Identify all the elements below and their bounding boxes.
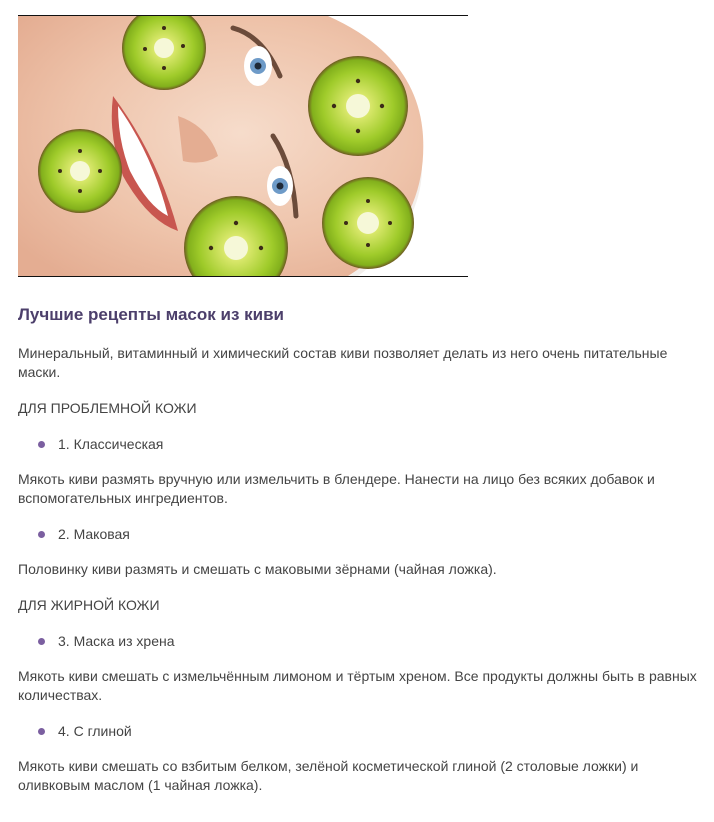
recipe-list	[18, 525, 702, 543]
section-problem-skin	[18, 399, 702, 579]
recipe-text: Половинку киви размять и смешать с маковыми зёрнами (чайная ложка).	[18, 561, 497, 577]
recipe-text: Мякоть киви смешать с измельчённым лимоном и тёртым хреном. Все продукты должны быть в равных количествах.	[18, 668, 697, 703]
section-oily-skin	[18, 596, 702, 795]
list-item	[18, 632, 702, 650]
recipe-name: 2. Маковая	[58, 526, 130, 542]
kiwi-slice-2	[308, 56, 408, 156]
bullet-icon	[38, 441, 45, 448]
kiwi-mask-photo	[18, 15, 468, 277]
recipe-list	[18, 632, 702, 650]
kiwi-slice-4	[322, 177, 414, 269]
article-body	[18, 304, 702, 812]
list-item	[18, 435, 702, 453]
recipe-list	[18, 722, 702, 740]
recipe-list	[18, 435, 702, 453]
kiwi-mask-illustration	[18, 16, 468, 276]
article-heading: Лучшие рецепты масок из киви	[18, 305, 284, 324]
article-intro: Минеральный, витаминный и химический состав киви позволяет делать из него очень питательные маски.	[18, 345, 668, 380]
recipe-text: Мякоть киви смешать со взбитым белком, зелёной косметической глиной (2 столовые ложки) и оливковым маслом (1 чайная ложка).	[18, 758, 639, 793]
section-title: ДЛЯ ПРОБЛЕМНОЙ КОЖИ	[18, 400, 197, 416]
recipe-name: 4. С глиной	[58, 723, 132, 739]
list-item	[18, 525, 702, 543]
recipe-name: 3. Маска из хрена	[58, 633, 175, 649]
bullet-icon	[38, 531, 45, 538]
bullet-icon	[38, 728, 45, 735]
kiwi-slice-3	[38, 129, 122, 213]
recipe-text: Мякоть киви размять вручную или измельчить в блендере. Нанести на лицо без всяких добавок и вспомогательных ингредиентов.	[18, 471, 655, 506]
list-item	[18, 722, 702, 740]
recipe-name: 1. Классическая	[58, 436, 164, 452]
section-title: ДЛЯ ЖИРНОЙ КОЖИ	[18, 597, 160, 613]
bullet-icon	[38, 638, 45, 645]
